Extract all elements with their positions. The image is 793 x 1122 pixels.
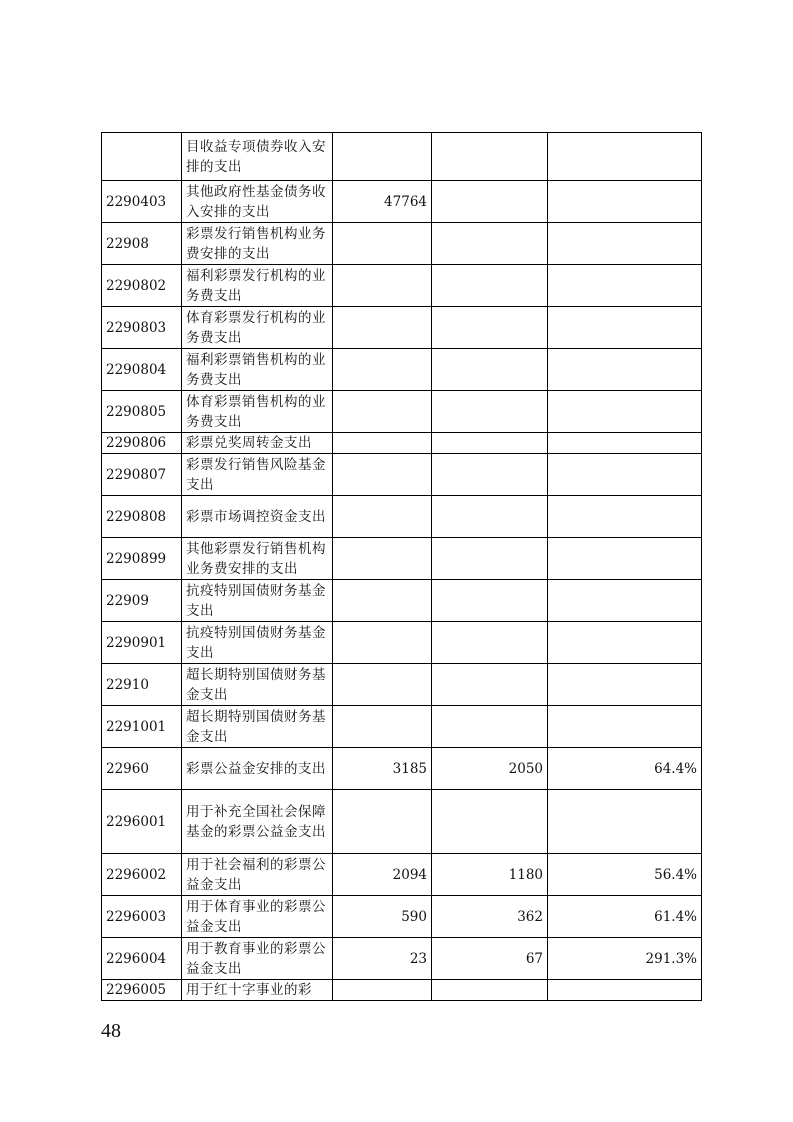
budget-value-cell [333, 454, 432, 496]
ratio-value-cell: 56.4% [548, 854, 702, 896]
ratio-value-cell [548, 391, 702, 433]
actual-value-cell [432, 307, 548, 349]
actual-value-cell [432, 980, 548, 1001]
item-name-cell: 体育彩票销售机构的业务费支出 [182, 391, 333, 433]
budget-value-cell: 47764 [333, 181, 432, 223]
table-row [102, 580, 702, 622]
item-name-cell: 用于社会福利的彩票公益金支出 [182, 854, 333, 896]
ratio-value-cell [548, 496, 702, 538]
actual-value-cell [432, 433, 548, 454]
budget-value-cell [333, 265, 432, 307]
account-code-cell: 2290803 [102, 307, 182, 349]
table-row [102, 433, 702, 454]
budget-value-cell: 2094 [333, 854, 432, 896]
actual-value-cell: 2050 [432, 748, 548, 790]
actual-value-cell [432, 580, 548, 622]
budget-value-cell [333, 433, 432, 454]
ratio-value-cell [548, 622, 702, 664]
budget-table [101, 132, 702, 1001]
table-row [102, 181, 702, 223]
item-name-cell: 超长期特别国债财务基金支出 [182, 706, 333, 748]
ratio-value-cell: 64.4% [548, 748, 702, 790]
ratio-value-cell [548, 790, 702, 854]
table-row [102, 265, 702, 307]
budget-value-cell [333, 538, 432, 580]
table-row [102, 133, 702, 181]
ratio-value-cell [548, 706, 702, 748]
account-code-cell: 2290805 [102, 391, 182, 433]
account-code-cell [102, 133, 182, 181]
ratio-value-cell [548, 664, 702, 706]
item-name-cell: 彩票兑奖周转金支出 [182, 433, 333, 454]
table-row [102, 391, 702, 433]
actual-value-cell [432, 181, 548, 223]
actual-value-cell: 67 [432, 938, 548, 980]
item-name-cell: 用于教育事业的彩票公益金支出 [182, 938, 333, 980]
ratio-value-cell [548, 223, 702, 265]
actual-value-cell [432, 454, 548, 496]
budget-value-cell [333, 622, 432, 664]
account-code-cell: 2296004 [102, 938, 182, 980]
actual-value-cell: 1180 [432, 854, 548, 896]
budget-table-body [102, 133, 702, 1001]
budget-value-cell: 23 [333, 938, 432, 980]
ratio-value-cell [548, 181, 702, 223]
account-code-cell: 2290901 [102, 622, 182, 664]
actual-value-cell [432, 133, 548, 181]
account-code-cell: 2296002 [102, 854, 182, 896]
page-number: 48 [101, 1020, 121, 1042]
account-code-cell: 2290804 [102, 349, 182, 391]
actual-value-cell [432, 391, 548, 433]
item-name-cell: 彩票市场调控资金支出 [182, 496, 333, 538]
table-row [102, 938, 702, 980]
ratio-value-cell [548, 265, 702, 307]
item-name-cell: 目收益专项债券收入安排的支出 [182, 133, 333, 181]
account-code-cell: 2291001 [102, 706, 182, 748]
item-name-cell: 彩票公益金安排的支出 [182, 748, 333, 790]
actual-value-cell: 362 [432, 896, 548, 938]
actual-value-cell [432, 349, 548, 391]
budget-value-cell [333, 349, 432, 391]
budget-value-cell [333, 790, 432, 854]
table-row [102, 454, 702, 496]
budget-value-cell [333, 664, 432, 706]
item-name-cell: 体育彩票发行机构的业务费支出 [182, 307, 333, 349]
actual-value-cell [432, 664, 548, 706]
account-code-cell: 2290403 [102, 181, 182, 223]
ratio-value-cell: 291.3% [548, 938, 702, 980]
account-code-cell: 2296001 [102, 790, 182, 854]
actual-value-cell [432, 538, 548, 580]
ratio-value-cell [548, 349, 702, 391]
table-row [102, 980, 702, 1001]
account-code-cell: 2290899 [102, 538, 182, 580]
actual-value-cell [432, 706, 548, 748]
table-row [102, 622, 702, 664]
table-row [102, 706, 702, 748]
item-name-cell: 其他彩票发行销售机构业务费安排的支出 [182, 538, 333, 580]
item-name-cell: 抗疫特别国债财务基金支出 [182, 580, 333, 622]
account-code-cell: 2290808 [102, 496, 182, 538]
table-row [102, 896, 702, 938]
item-name-cell: 其他政府性基金债务收入安排的支出 [182, 181, 333, 223]
actual-value-cell [432, 265, 548, 307]
account-code-cell: 2290807 [102, 454, 182, 496]
account-code-cell: 2296003 [102, 896, 182, 938]
budget-value-cell [333, 496, 432, 538]
table-row [102, 538, 702, 580]
ratio-value-cell [548, 433, 702, 454]
table-row [102, 854, 702, 896]
account-code-cell: 2296005 [102, 980, 182, 1001]
ratio-value-cell [548, 307, 702, 349]
table-row [102, 496, 702, 538]
budget-value-cell [333, 223, 432, 265]
account-code-cell: 2290802 [102, 265, 182, 307]
item-name-cell: 福利彩票销售机构的业务费支出 [182, 349, 333, 391]
budget-value-cell [333, 980, 432, 1001]
budget-value-cell [333, 307, 432, 349]
item-name-cell: 福利彩票发行机构的业务费支出 [182, 265, 333, 307]
table-row [102, 307, 702, 349]
item-name-cell: 彩票发行销售风险基金支出 [182, 454, 333, 496]
item-name-cell: 用于红十字事业的彩 [182, 980, 333, 1001]
actual-value-cell [432, 223, 548, 265]
ratio-value-cell [548, 454, 702, 496]
table-row [102, 223, 702, 265]
actual-value-cell [432, 622, 548, 664]
item-name-cell: 用于体育事业的彩票公益金支出 [182, 896, 333, 938]
account-code-cell: 22910 [102, 664, 182, 706]
account-code-cell: 22908 [102, 223, 182, 265]
item-name-cell: 彩票发行销售机构业务费安排的支出 [182, 223, 333, 265]
account-code-cell: 22960 [102, 748, 182, 790]
budget-value-cell: 3185 [333, 748, 432, 790]
item-name-cell: 超长期特别国债财务基金支出 [182, 664, 333, 706]
table-row [102, 664, 702, 706]
account-code-cell: 22909 [102, 580, 182, 622]
budget-value-cell [333, 580, 432, 622]
ratio-value-cell [548, 980, 702, 1001]
table-row [102, 790, 702, 854]
table-row [102, 748, 702, 790]
budget-value-cell: 590 [333, 896, 432, 938]
ratio-value-cell [548, 133, 702, 181]
budget-value-cell [333, 706, 432, 748]
item-name-cell: 抗疫特别国债财务基金支出 [182, 622, 333, 664]
budget-value-cell [333, 133, 432, 181]
account-code-cell: 2290806 [102, 433, 182, 454]
item-name-cell: 用于补充全国社会保障基金的彩票公益金支出 [182, 790, 333, 854]
budget-value-cell [333, 391, 432, 433]
table-row [102, 349, 702, 391]
ratio-value-cell: 61.4% [548, 896, 702, 938]
actual-value-cell [432, 790, 548, 854]
ratio-value-cell [548, 538, 702, 580]
ratio-value-cell [548, 580, 702, 622]
actual-value-cell [432, 496, 548, 538]
